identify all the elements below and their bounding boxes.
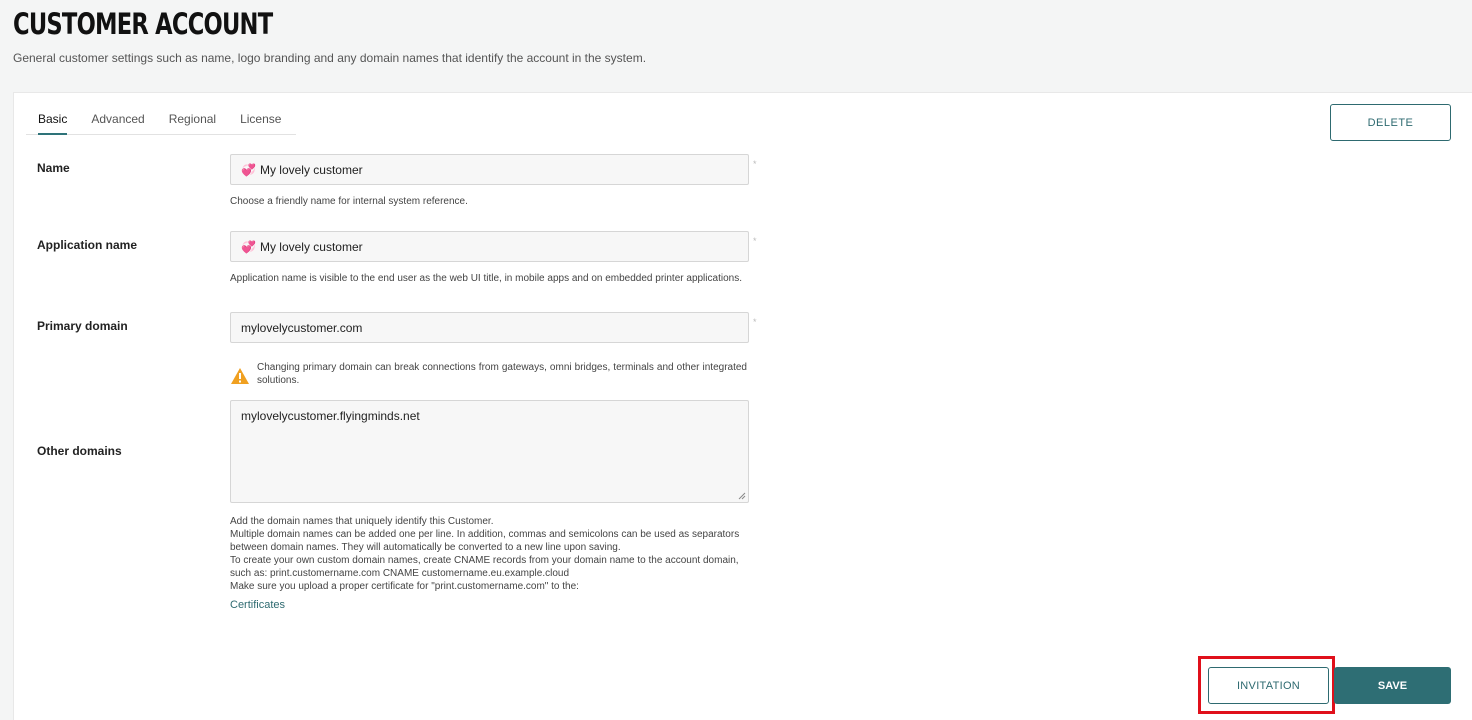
application-name-label: Application name [37,238,138,252]
name-input[interactable] [230,154,749,185]
help-line: Multiple domain names can be added one per line. In addition, commas and semicolons can be used as separators between domain names. They will automatically be converted to a new line upon saving. [230,529,740,553]
hearts-icon: 💞 [241,162,256,177]
tab-advanced[interactable]: Advanced [91,112,145,126]
required-mark: * [753,159,757,169]
help-line: Make sure you upload a proper certificate for "print.customername.com" to the: [230,581,579,592]
other-domains-textarea[interactable] [230,400,749,503]
tab-basic[interactable]: Basic [38,107,67,135]
tab-license[interactable]: License [240,112,282,126]
application-name-value: My lovely customer [259,239,363,254]
resize-grip-icon[interactable] [738,492,746,500]
other-domains-value: mylovelycustomer.flyingminds.net [241,409,420,423]
warning-icon [230,366,250,386]
hearts-icon: 💞 [241,239,256,254]
save-button[interactable]: SAVE [1334,667,1451,704]
help-line: To create your own custom domain names, create CNAME records from your domain name to the account domain, such as: print.customername.com CNAME customername.eu.example.cloud [230,555,739,579]
other-domains-help [230,515,762,593]
page-header [13,6,1453,65]
tab-bar [26,107,296,135]
primary-domain-input[interactable] [230,312,749,343]
page-subtitle: General customer settings such as name, logo branding and any domain names that identify the account in the system. [13,51,647,65]
settings-card [13,92,1472,720]
page-title: CUSTOMER ACCOUNT [13,7,273,41]
application-name-help: Application name is visible to the end user as the web UI title, in mobile apps and on embedded printer applications. [230,273,742,284]
warning-text: Changing primary domain can break connections from gateways, omni bridges, terminals and other integrated solutions. [257,362,747,386]
certificates-link[interactable]: Certificates [230,599,286,611]
tab-regional[interactable]: Regional [168,112,217,126]
application-name-input[interactable] [230,231,749,262]
primary-domain-value: mylovelycustomer.com [241,320,363,335]
highlight-box [1198,656,1335,714]
invitation-button[interactable]: INVITATION [1208,667,1329,704]
required-mark: * [753,236,757,246]
other-domains-label: Other domains [37,444,122,458]
required-mark: * [753,317,757,327]
primary-domain-warning [230,361,750,387]
name-help: Choose a friendly name for internal system reference. [230,196,468,207]
name-value: My lovely customer [259,162,363,177]
delete-button[interactable]: DELETE [1330,104,1451,141]
primary-domain-label: Primary domain [37,319,128,333]
name-label: Name [37,161,70,175]
help-line: Add the domain names that uniquely identify this Customer. [230,516,494,527]
